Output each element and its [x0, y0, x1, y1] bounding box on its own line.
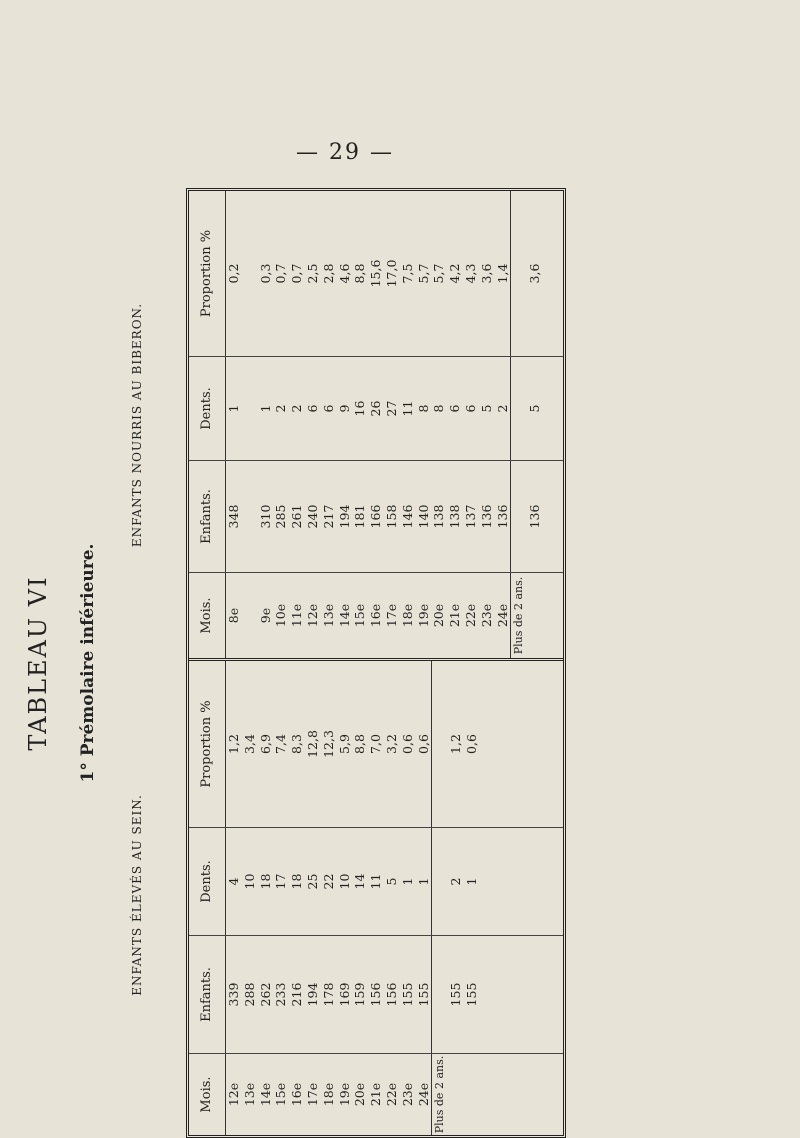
table-cell: 0,6	[399, 734, 415, 754]
table-cell: 1	[463, 877, 479, 886]
table-title: TABLEAU VI	[24, 575, 52, 751]
table-cell: 3,4	[241, 734, 257, 754]
table-cell: 14e	[336, 603, 352, 628]
right-column-1	[189, 460, 563, 572]
table-cell: 2	[494, 404, 510, 413]
left-column-2	[189, 827, 563, 935]
table-cell: 5	[527, 404, 543, 413]
table-cell: 262	[257, 982, 273, 1007]
column-header: Dents.	[189, 357, 226, 460]
table-cell: 169	[336, 982, 352, 1007]
table-cell	[510, 461, 527, 572]
table-cell: 17e	[304, 1082, 320, 1107]
table-cell: 16	[352, 400, 368, 417]
table-cell: 15e	[352, 603, 368, 628]
table-cell: 6	[447, 404, 463, 413]
table-cell: 1,2	[448, 734, 464, 754]
table-cell: 1,4	[494, 263, 510, 284]
table-cell: 11	[368, 873, 384, 890]
table-cell: 13e	[241, 1082, 257, 1107]
table-cell: 156	[383, 982, 399, 1007]
table-cell: 7,4	[273, 734, 289, 754]
table-cell: 16e	[368, 603, 384, 628]
table-cell: 15e	[273, 1082, 289, 1107]
table-cell: 4	[226, 877, 241, 886]
table-cell: 22e	[462, 603, 478, 628]
table-cell	[510, 357, 527, 460]
table-cell: 240	[304, 504, 320, 529]
table-cell: 136	[478, 504, 494, 529]
table-cell: 155	[448, 982, 464, 1007]
table-cell: 181	[352, 504, 368, 529]
table-cell: 10	[241, 873, 257, 890]
left-column-1	[189, 935, 563, 1053]
table-cell: 1	[257, 404, 273, 413]
column-header: Proportion %	[189, 661, 226, 827]
table-cell: 8,8	[352, 734, 368, 754]
table-cell: 5,7	[415, 263, 431, 284]
table-cell: 3,2	[383, 734, 399, 754]
table-cell: 12,8	[304, 730, 320, 758]
column-header: Dents.	[189, 828, 226, 935]
left-column-0	[189, 1053, 563, 1135]
table-cell: 14e	[257, 1082, 273, 1107]
table-cell: 6	[320, 404, 336, 413]
table-cell: 19e	[415, 603, 431, 628]
table-cell: 23e	[399, 1082, 415, 1107]
table-cell: 12,3	[320, 730, 336, 758]
table-cell: 10	[336, 873, 352, 890]
table-cell: 0,7	[289, 263, 305, 284]
table-cell: 2	[273, 404, 289, 413]
table-cell: 18e	[320, 1082, 336, 1107]
table-cell	[242, 461, 258, 572]
table-cell: 166	[368, 504, 384, 529]
table-cell	[242, 573, 258, 658]
table-cell: 348	[226, 504, 241, 529]
table-cell: 11e	[289, 603, 305, 628]
column-header: Enfants.	[189, 461, 226, 572]
plus-de-2-ans-label: Plus de 2 ans.	[433, 1055, 447, 1134]
table-cell: 21e	[447, 603, 463, 628]
table-cell: 5	[478, 404, 494, 413]
table-cell: 22	[320, 873, 336, 890]
table-cell: 159	[352, 982, 368, 1007]
table-cell: 17,0	[383, 259, 399, 288]
table-cell: 2,5	[304, 263, 320, 284]
table-cell	[464, 1054, 480, 1135]
table-cell: 155	[415, 982, 431, 1007]
table-cell: 8	[415, 404, 431, 413]
table-cell: 1	[226, 404, 241, 413]
table-cell: 2	[448, 877, 464, 886]
table-cell	[431, 828, 448, 935]
table-cell: 11	[399, 400, 415, 417]
table-cell: 0,2	[226, 263, 241, 284]
table-cell: 3,6	[478, 263, 494, 284]
column-header: Mois.	[189, 573, 226, 658]
table-cell: 136	[527, 504, 543, 529]
table-cell: 138	[431, 504, 447, 529]
table-cell: 7,5	[399, 263, 415, 284]
table-cell: 8,3	[289, 734, 305, 754]
plus-de-2-ans-label: Plus de 2 ans.	[510, 573, 527, 658]
table-cell: 1,2	[226, 734, 241, 754]
table-cell: 0,3	[257, 263, 273, 284]
table-cell: 17e	[383, 603, 399, 628]
rotated-table-page	[18, 188, 778, 1138]
table-cell: 233	[273, 982, 289, 1007]
table-cell: 138	[447, 504, 463, 529]
section-right-heading: ENFANTS NOURRIS AU BIBERON.	[130, 302, 144, 548]
table-cell: 16e	[289, 1082, 305, 1107]
table-cell: 6	[304, 404, 320, 413]
table-cell: 21e	[368, 1082, 384, 1107]
table-cell: 155	[463, 982, 479, 1007]
table-cell: 5	[383, 877, 399, 886]
table-cell: 25	[304, 873, 320, 890]
table-cell: 216	[289, 982, 305, 1007]
table-cell: 2,8	[320, 263, 336, 284]
table-cell: 339	[226, 982, 241, 1007]
table-cell: 4,2	[447, 263, 463, 284]
table-cell	[431, 661, 448, 827]
right-column-0	[189, 572, 563, 658]
table-cell: 15,6	[368, 259, 384, 288]
column-header: Mois.	[189, 1054, 226, 1135]
table-cell: 26	[368, 400, 384, 417]
section-left-heading: ENFANTS ÉLEVÉS AU SEIN.	[130, 794, 144, 996]
table-cell: 23e	[478, 603, 494, 628]
table-cell: 4,3	[462, 263, 478, 284]
table-cell: 9e	[257, 607, 273, 624]
table-cell: 8e	[226, 607, 241, 624]
column-header: Proportion %	[189, 191, 226, 356]
table-cell: 0,6	[463, 734, 479, 754]
right-column-2	[189, 356, 563, 460]
data-table	[186, 188, 566, 1138]
table-cell	[510, 191, 527, 356]
table-cell: 18	[289, 873, 305, 890]
table-cell: 12e	[226, 1082, 241, 1107]
table-cell: 18e	[399, 603, 415, 628]
table-cell: 155	[399, 982, 415, 1007]
breastfed-table	[189, 658, 563, 1135]
table-cell: 136	[494, 504, 510, 529]
table-cell: 4,6	[336, 263, 352, 284]
table-cell: 178	[320, 982, 336, 1007]
table-cell: 22e	[383, 1082, 399, 1107]
table-cell: 20e	[431, 603, 447, 628]
table-cell: 12e	[304, 603, 320, 628]
right-column-3	[189, 191, 563, 356]
table-cell: 6	[462, 404, 478, 413]
table-cell	[448, 1054, 464, 1135]
table-cell: 194	[304, 982, 320, 1007]
table-cell: 17	[273, 873, 289, 890]
column-header: Enfants.	[189, 936, 226, 1053]
table-cell: 20e	[352, 1082, 368, 1107]
table-cell: 2	[289, 404, 305, 413]
table-cell: 156	[368, 982, 384, 1007]
table-cell: 146	[399, 504, 415, 529]
table-subtitle: 1° Prémolaire inférieure.	[78, 543, 98, 783]
table-cell: 8,8	[352, 263, 368, 284]
table-cell: 1	[399, 877, 415, 886]
table-cell: 24e	[415, 1082, 431, 1107]
table-cell: 18	[257, 873, 273, 890]
table-cell: 261	[289, 504, 305, 529]
table-cell: 140	[415, 504, 431, 529]
table-cell: 5,9	[336, 734, 352, 754]
table-cell: 310	[257, 504, 273, 529]
table-cell	[242, 357, 258, 460]
table-cell: 217	[320, 504, 336, 529]
table-cell	[527, 573, 543, 658]
table-cell: 3,6	[527, 263, 543, 284]
table-cell: 7,0	[368, 734, 384, 754]
table-cell: 1	[415, 877, 431, 886]
table-cell: 9	[336, 404, 352, 413]
table-cell: 0,6	[415, 734, 431, 754]
table-cell: 288	[241, 982, 257, 1007]
table-cell: 194	[336, 504, 352, 529]
table-cell: 8	[431, 404, 447, 413]
table-cell: 10e	[273, 603, 289, 628]
bottlefed-table	[189, 191, 563, 658]
table-cell: 5,7	[431, 263, 447, 284]
table-cell: 6,9	[257, 734, 273, 754]
table-cell: 13e	[320, 603, 336, 628]
table-cell	[431, 936, 448, 1053]
page-number: — 29 —	[296, 140, 394, 165]
table-cell: 19e	[336, 1082, 352, 1107]
left-column-3	[189, 661, 563, 827]
table-cell: 24e	[494, 603, 510, 628]
table-cell	[242, 191, 258, 356]
table-cell: 27	[383, 400, 399, 417]
table-cell: 158	[383, 504, 399, 529]
table-cell: 14	[352, 873, 368, 890]
table-cell: 137	[462, 504, 478, 529]
table-cell: 285	[273, 504, 289, 529]
table-cell: 0,7	[273, 263, 289, 284]
